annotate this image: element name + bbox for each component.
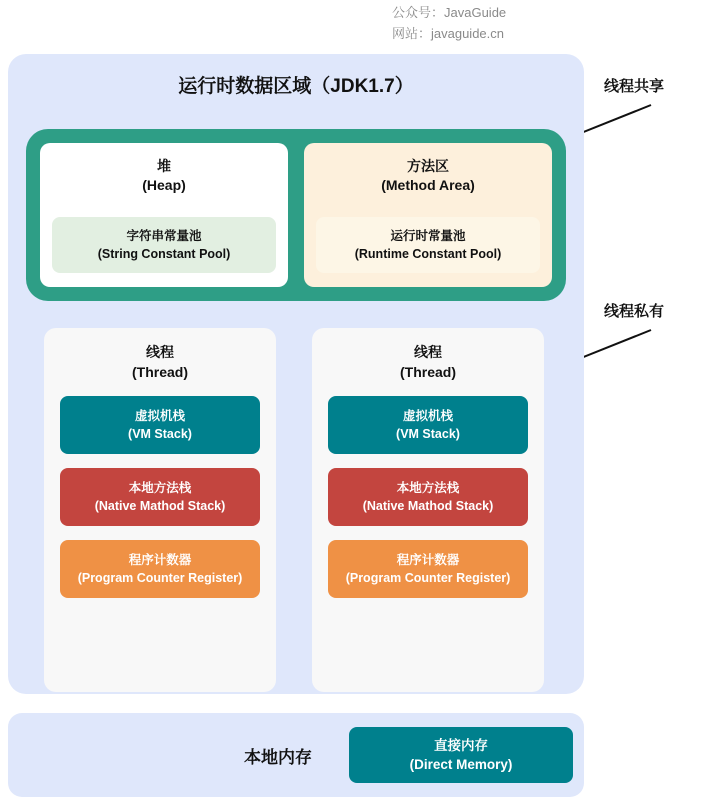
runtime-constant-pool-en: (Runtime Constant Pool)	[354, 247, 502, 261]
label-thread-private: 线程私有	[604, 303, 665, 320]
thread-1-native-method-stack-cn: 本地方法栈	[128, 481, 192, 495]
method-area-box	[304, 143, 552, 287]
thread-1-native-method-stack-en: (Native Mathod Stack)	[94, 499, 226, 513]
thread-2-native-method-stack	[328, 468, 528, 526]
thread-1-title-en: (Thread)	[132, 364, 188, 380]
heap-title-en: (Heap)	[142, 177, 186, 193]
label-thread-shared: 线程共享	[604, 78, 665, 95]
thread-shared-block	[26, 129, 566, 301]
thread-1-title-cn: 线程	[146, 344, 174, 360]
thread-1-vm-stack-en: (VM Stack)	[128, 427, 192, 441]
direct-memory-cn: 直接内存	[434, 738, 488, 753]
heap-title-cn: 堆	[157, 158, 171, 174]
watermark	[392, 2, 692, 44]
thread-2-vm-stack	[328, 396, 528, 454]
string-constant-pool-cn: 字符串常量池	[126, 229, 202, 243]
runtime-constant-pool-cn: 运行时常量池	[390, 229, 466, 243]
thread-2-title-cn: 线程	[414, 344, 442, 360]
runtime-constant-pool	[316, 217, 540, 273]
thread-1-native-method-stack	[60, 468, 260, 526]
runtime-area-title: 运行时数据区域（JDK1.7）	[178, 76, 414, 97]
thread-2-native-method-stack-cn: 本地方法栈	[396, 481, 460, 495]
thread-2-program-counter	[328, 540, 528, 598]
native-memory-title: 本地内存	[244, 748, 312, 767]
direct-memory-en: (Direct Memory)	[409, 757, 513, 772]
thread-2-title-en: (Thread)	[400, 364, 456, 380]
string-constant-pool	[52, 217, 276, 273]
string-constant-pool-en: (String Constant Pool)	[97, 247, 231, 261]
thread-2-vm-stack-cn: 虚拟机栈	[402, 409, 453, 423]
thread-1-program-counter-en: (Program Counter Register)	[77, 571, 243, 585]
thread-1-program-counter	[60, 540, 260, 598]
method-area-title-en: (Method Area)	[381, 177, 475, 193]
thread-1-vm-stack	[60, 396, 260, 454]
direct-memory-box	[349, 727, 573, 783]
runtime-data-area	[8, 54, 584, 694]
thread-column-1	[44, 328, 276, 692]
thread-1-vm-stack-cn: 虚拟机栈	[134, 409, 185, 423]
native-memory-area	[8, 713, 584, 797]
thread-1-program-counter-cn: 程序计数器	[128, 553, 192, 567]
thread-2-vm-stack-en: (VM Stack)	[396, 427, 460, 441]
heap-box	[40, 143, 288, 287]
thread-2-native-method-stack-en: (Native Mathod Stack)	[362, 499, 494, 513]
thread-column-2	[312, 328, 544, 692]
thread-2-program-counter-cn: 程序计数器	[396, 553, 460, 567]
watermark-line-2: 网站：javaguide.cn	[392, 26, 504, 41]
method-area-title-cn: 方法区	[407, 158, 449, 174]
thread-2-program-counter-en: (Program Counter Register)	[345, 571, 511, 585]
watermark-line-1: 公众号：JavaGuide	[392, 5, 507, 20]
